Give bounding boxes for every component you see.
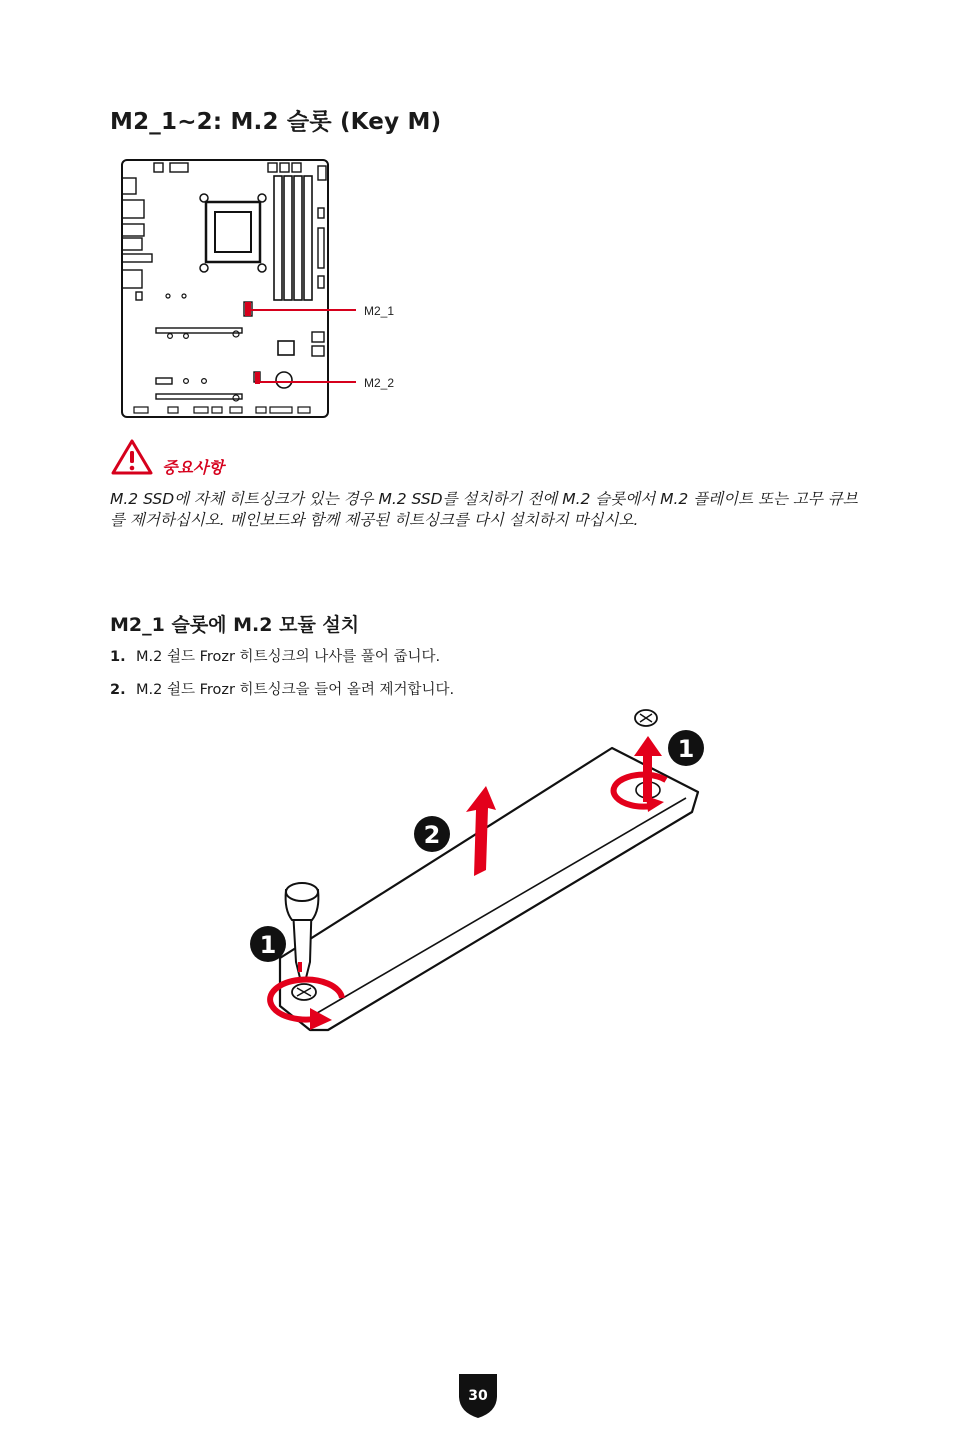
page-number: 30 [468,1388,488,1404]
step-item [110,645,440,666]
callout-1-right: 1 [677,735,695,763]
page-number-badge [459,1374,497,1418]
step-number: 1. [110,649,126,665]
warning-triangle-icon [110,438,154,476]
callout-1-left: 1 [259,931,277,959]
heatsink-removal-diagram [240,700,720,1050]
section-heading: M2_1 슬롯에 M.2 모듈 설치 [110,614,360,636]
step-text: M.2 쉴드 Frozr 히트싱크을 들어 올려 제거합니다. [136,682,455,698]
step-number: 2. [110,682,126,698]
callout-2: 2 [423,821,441,849]
notice-text: M.2 SSD에 자체 히트싱크가 있는 경우 M.2 SSD를 설치하기 전에 M.2 슬롯에서 M.2 플레이트 또는 고무 큐브를 제거하십시오. 메인보드와 함께 제공된 히트싱크를 다시 설치하지 마십시오. [110,490,858,529]
motherboard-diagram [118,158,418,423]
step-item [110,678,454,699]
step-text: M.2 쉴드 Frozr 히트싱크의 나사를 풀어 줍니다. [136,649,441,665]
m2-2-label: M2_2 [364,376,395,390]
page-title: M2_1~2: M.2 슬롯 (Key M) [110,109,442,135]
m2-1-label: M2_1 [364,304,395,318]
notice-title: 중요사항 [162,458,224,477]
